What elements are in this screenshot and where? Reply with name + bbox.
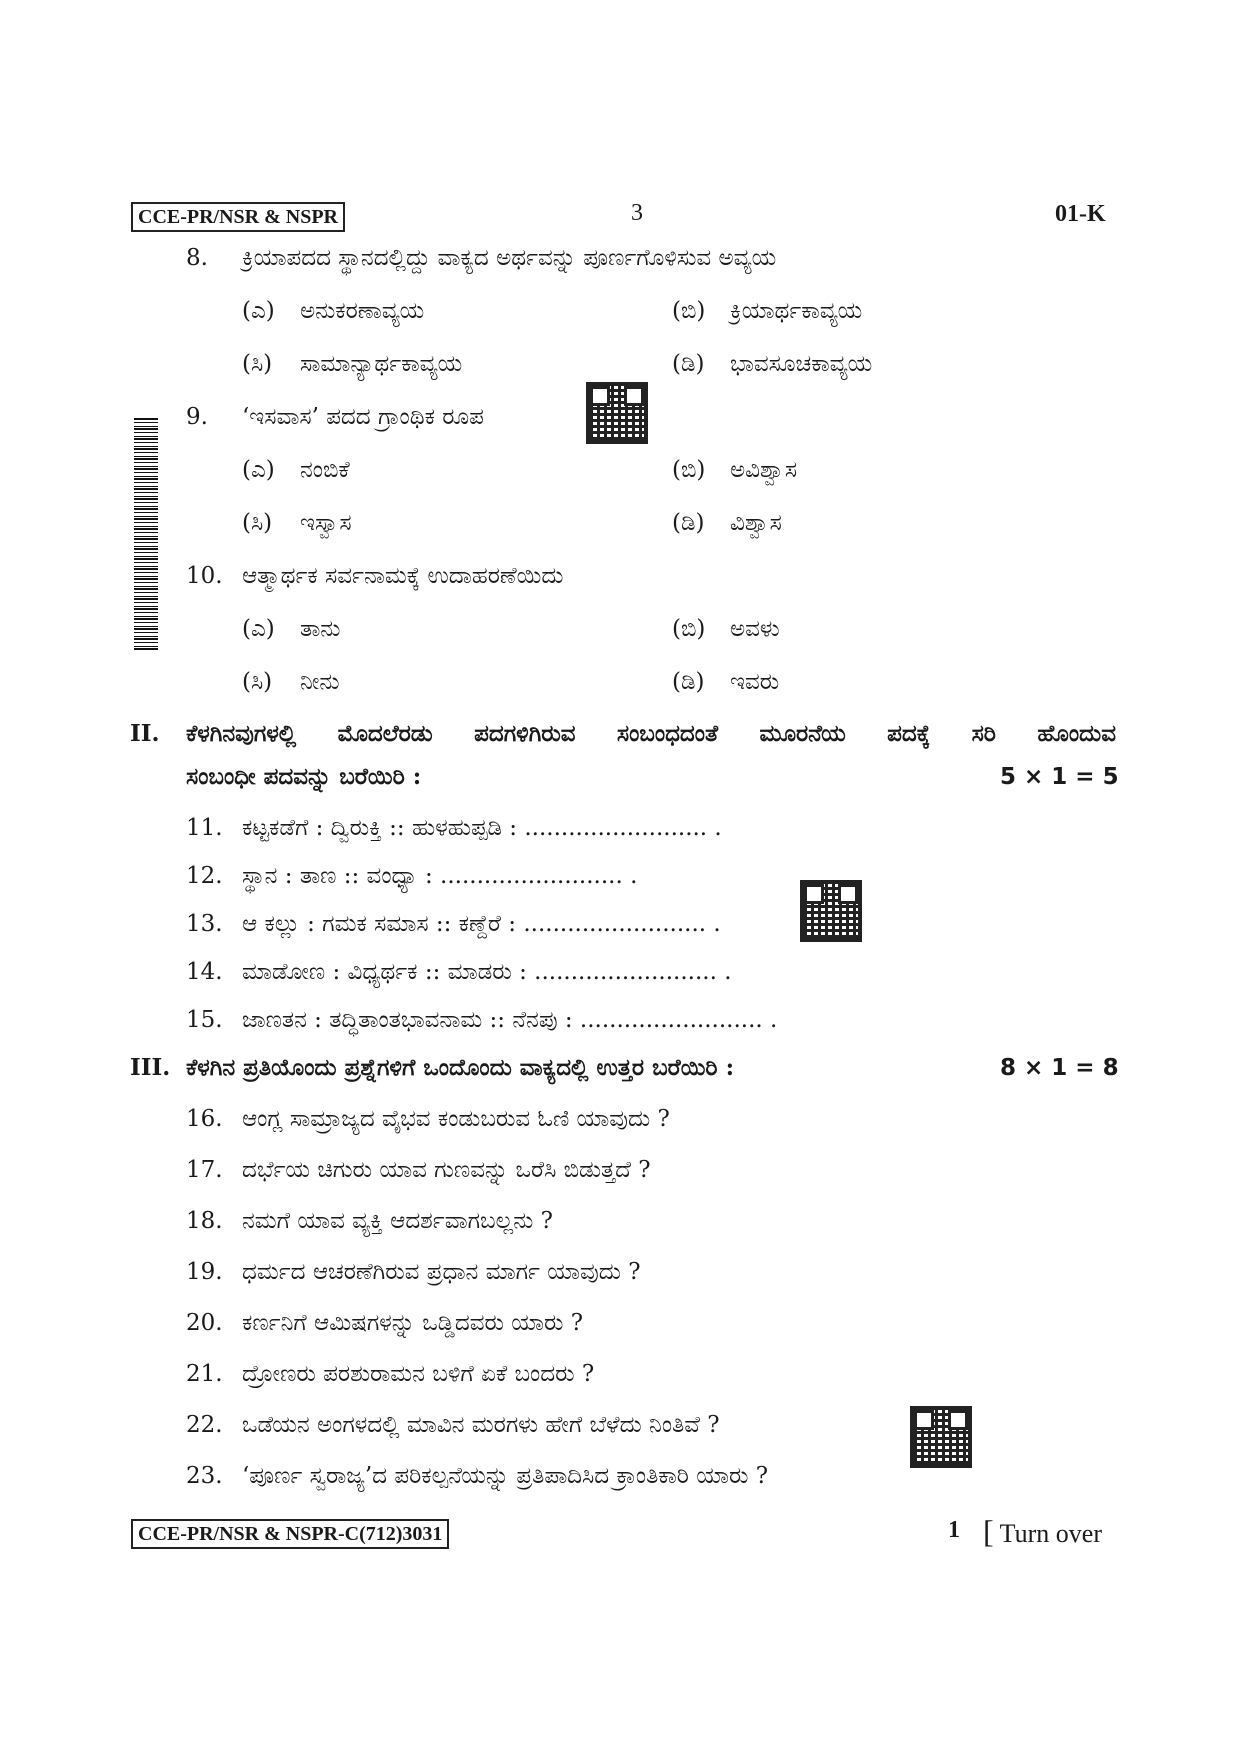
question-14: 14. ಮಾಡೋಣ : ವಿಧ್ಯರ್ಥಕ :: ಮಾಡರು : ......................... .: [186, 959, 732, 985]
section-2-instruction-line2: ಸಂಬಂಧೀ ಪದವನ್ನು ಬರೆಯಿರಿ :: [186, 763, 422, 790]
section-3-instruction: ಕೆಳಗಿನ ಪ್ರತಿಯೊಂದು ಪ್ರಶ್ನೆಗಳಿಗೆ ಒಂದೊಂದು ವಾಕ್ಯದಲ್ಲಿ ಉತ್ತರ ಬರೆಯಿರಿ :: [186, 1054, 735, 1081]
section-3-marks: 8 × 1 = 8: [1000, 1055, 1119, 1081]
turn-over-text: Turn over: [999, 1519, 1102, 1548]
header-paper-code-box: CCE-PR/NSR & NSPR: [131, 202, 345, 232]
option-d: (ಡಿ) ಇವರು: [672, 669, 780, 695]
question-17: 17. ದರ್ಭೆಯ ಚಿಗುರು ಯಾವ ಗುಣವನ್ನು ಒರೆಸಿ ಬಿಡುತ್ತದೆ ?: [186, 1157, 651, 1183]
question-12: 12. ಸ್ಥಾನ : ತಾಣ :: ವಂಧ್ಯಾ : ......................... .: [186, 863, 638, 889]
question-8: [186, 243, 776, 273]
turn-over-bracket: [: [983, 1513, 994, 1549]
paper-code: 01-K: [1055, 201, 1106, 227]
question-21: 21. ದ್ರೋಣರು ಪರಶುರಾಮನ ಬಳಿಗೆ ಏಕೆ ಬಂದರು ?: [186, 1361, 595, 1387]
option-a: (ಎ) ತಾನು: [242, 616, 341, 642]
question-text: ‘ಇಸವಾಸ’ ಪದದ ಗ್ರಾಂಥಿಕ ರೂಪ: [242, 404, 484, 430]
qr-code-image: [586, 382, 648, 444]
option-a: (ಎ) ಅನುಕರಣಾವ್ಯಯ: [242, 298, 425, 324]
option-d: (ಡಿ) ಭಾವಸೂಚಕಾವ್ಯಯ: [672, 351, 873, 377]
option-a: (ಎ) ನಂಬಿಕೆ: [242, 457, 350, 483]
option-b: (ಬಿ) ಅವಿಶ್ವಾಸ: [672, 457, 798, 483]
question-number: 10.: [186, 563, 223, 589]
question-number: 8.: [186, 245, 208, 271]
question-number: 9.: [186, 404, 208, 430]
question-9: [186, 402, 484, 432]
footer-paper-code-box: CCE-PR/NSR & NSPR-C(712)3031: [131, 1519, 449, 1549]
question-15: 15. ಜಾಣತನ : ತದ್ಧಿತಾಂತಭಾವನಾಮ :: ನೆನಪು : ......................... .: [186, 1007, 778, 1033]
barcode-image: [134, 418, 158, 650]
question-22: 22. ಒಡೆಯನ ಅಂಗಳದಲ್ಲಿ ಮಾವಿನ ಮರಗಳು ಹೇಗೆ ಬೆಳೆದು ನಿಂತಿವೆ ?: [186, 1412, 720, 1438]
question-text: ಕ್ರಿಯಾಪದದ ಸ್ಥಾನದಲ್ಲಿದ್ದು ವಾಕ್ಯದ ಅರ್ಥವನ್ನು ಪೂರ್ಣಗೊಳಿಸುವ ಅವ್ಯಯ: [242, 245, 777, 271]
turn-over-note: [983, 1513, 1102, 1550]
option-b: (ಬಿ) ಅವಳು: [672, 616, 780, 642]
question-20: 20. ಕರ್ಣನಿಗೆ ಆಮಿಷಗಳನ್ನು ಒಡ್ಡಿದವರು ಯಾರು ?: [186, 1310, 584, 1336]
option-c: (ಸಿ) ನೀನು: [242, 669, 340, 695]
section-2-marks: 5 × 1 = 5: [1000, 764, 1119, 790]
qr-code-image: [910, 1406, 972, 1468]
option-b: (ಬಿ) ಕ್ರಿಯಾರ್ಥಕಾವ್ಯಯ: [672, 298, 863, 324]
option-d: (ಡಿ) ವಿಶ್ವಾಸ: [672, 510, 782, 536]
option-c: (ಸಿ) ಇಸ್ವಾಸ: [242, 510, 352, 536]
question-text: ಆತ್ಮಾರ್ಥಕ ಸರ್ವನಾಮಕ್ಕೆ ಉದಾಹರಣೆಯಿದು: [242, 563, 564, 589]
page-number: 3: [631, 200, 643, 226]
question-10: [186, 561, 564, 591]
question-19: 19. ಧರ್ಮದ ಆಚರಣೆಗಿರುವ ಪ್ರಧಾನ ಮಾರ್ಗ ಯಾವುದು ?: [186, 1259, 641, 1285]
question-11: 11. ಕಟ್ಟಕಡೆಗೆ : ದ್ವಿರುಕ್ತಿ :: ಹುಳಹುಪ್ಪಡಿ : ......................... .: [186, 815, 722, 841]
footer-page-number: 1: [948, 1517, 960, 1543]
question-18: 18. ನಮಗೆ ಯಾವ ವ್ಯಕ್ತಿ ಆದರ್ಶವಾಗಬಲ್ಲನು ?: [186, 1208, 553, 1234]
qr-code-image: [800, 880, 862, 942]
question-23: 23. ‘ಪೂರ್ಣ ಸ್ವರಾಜ್ಯ’ದ ಪರಿಕಲ್ಪನೆಯನ್ನು ಪ್ರತಿಪಾದಿಸಿದ ಕ್ರಾಂತಿಕಾರಿ ಯಾರು ?: [186, 1463, 769, 1489]
section-2-instruction-line1: ಕೆಳಗಿನವುಗಳಲ್ಲಿ ಮೊದಲೆರಡು ಪದಗಳಿಗಿರುವ ಸಂಬಂಧದಂತೆ ಮೂರನೆಯ ಪದಕ್ಕೆ ಸರಿ ಹೊಂದುವ: [186, 720, 1116, 747]
question-13: 13. ಆ ಕಲ್ಲು : ಗಮಕ ಸಮಾಸ :: ಕಣ್ದೆರೆ : ......................... .: [186, 911, 721, 937]
option-c: (ಸಿ) ಸಾಮಾನ್ಯಾರ್ಥಕಾವ್ಯಯ: [242, 351, 463, 377]
question-16: 16. ಆಂಗ್ಲ ಸಾಮ್ರಾಜ್ಯದ ವೈಭವ ಕಂಡುಬರುವ ಓಣಿ ಯಾವುದು ?: [186, 1106, 670, 1132]
section-3-number: III.: [130, 1054, 171, 1081]
section-2-number: II.: [130, 720, 160, 747]
